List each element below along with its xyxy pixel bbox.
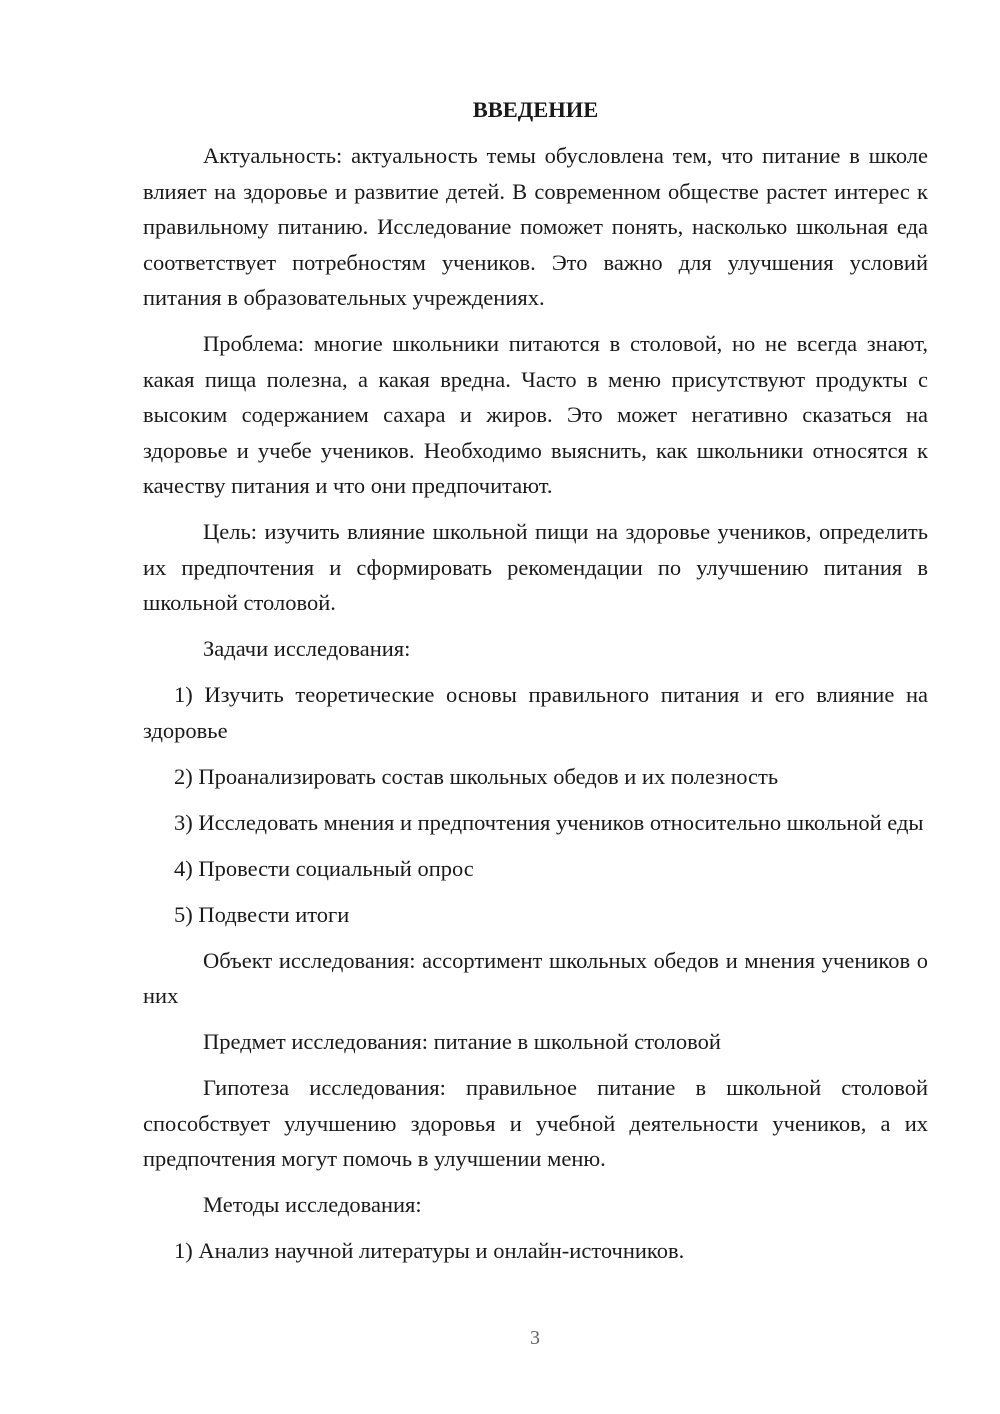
object-paragraph: Объект исследования: ассортимент школьных обедов и мнения учеников о них (143, 947, 928, 1008)
hypothesis-paragraph: Гипотеза исследования: правильное питание в школьной столовой способствует улучшению здоровья и учебной деятельности учеников, а их предпочтения могут помочь в улучшении меню. (143, 1075, 928, 1171)
page-title: ВВЕДЕНИЕ (472, 97, 599, 122)
task-item-4: 4) Провести социальный опрос (174, 855, 474, 881)
tasks-heading: Задачи исследования: (203, 636, 411, 661)
subject-paragraph: Предмет исследования: питание в школьной столовой (203, 1029, 721, 1054)
task-item-2: 2) Проанализировать состав школьных обедов и их полезность (174, 763, 779, 789)
task-item-5: 5) Подвести итоги (174, 901, 350, 927)
document-page (143, 90, 928, 1279)
method-item-1: 1) Анализ научной литературы и онлайн-источников. (174, 1238, 685, 1263)
goal-paragraph: Цель: изучить влияние школьной пищи на здоровье учеников, определить их предпочтения и сформировать рекомендации по улучшению питания в школьной столовой. (143, 519, 928, 615)
task-item-3: 3) Исследовать мнения и предпочтения учеников относительно школьной еды (174, 809, 924, 835)
problem-paragraph: Проблема: многие школьники питаются в столовой, но не всегда знают, какая пища полезна, а какая вредна. Часто в меню присутствуют продукты с высоким содержанием сахара и жиров. Это может негативно сказаться на здоровье и учебе учеников. Необходимо выяснить, как школьники относятся к качеству питания и что они предпочитают. (143, 331, 928, 498)
methods-heading: Методы исследования: (203, 1192, 422, 1217)
relevance-paragraph: Актуальность: актуальность темы обусловлена тем, что питание в школе влияет на здоровье и развитие детей. В современном обществе растет интерес к правильному питанию. Исследование поможет понять, насколько школьная еда соответствует потребностям учеников. Это важно для улучшения условий питания в образовательных учреждениях. (143, 143, 928, 310)
task-item-1: 1) Изучить теоретические основы правильного питания и его влияние на здоровье (143, 682, 928, 743)
page-number: 3 (530, 1327, 540, 1349)
